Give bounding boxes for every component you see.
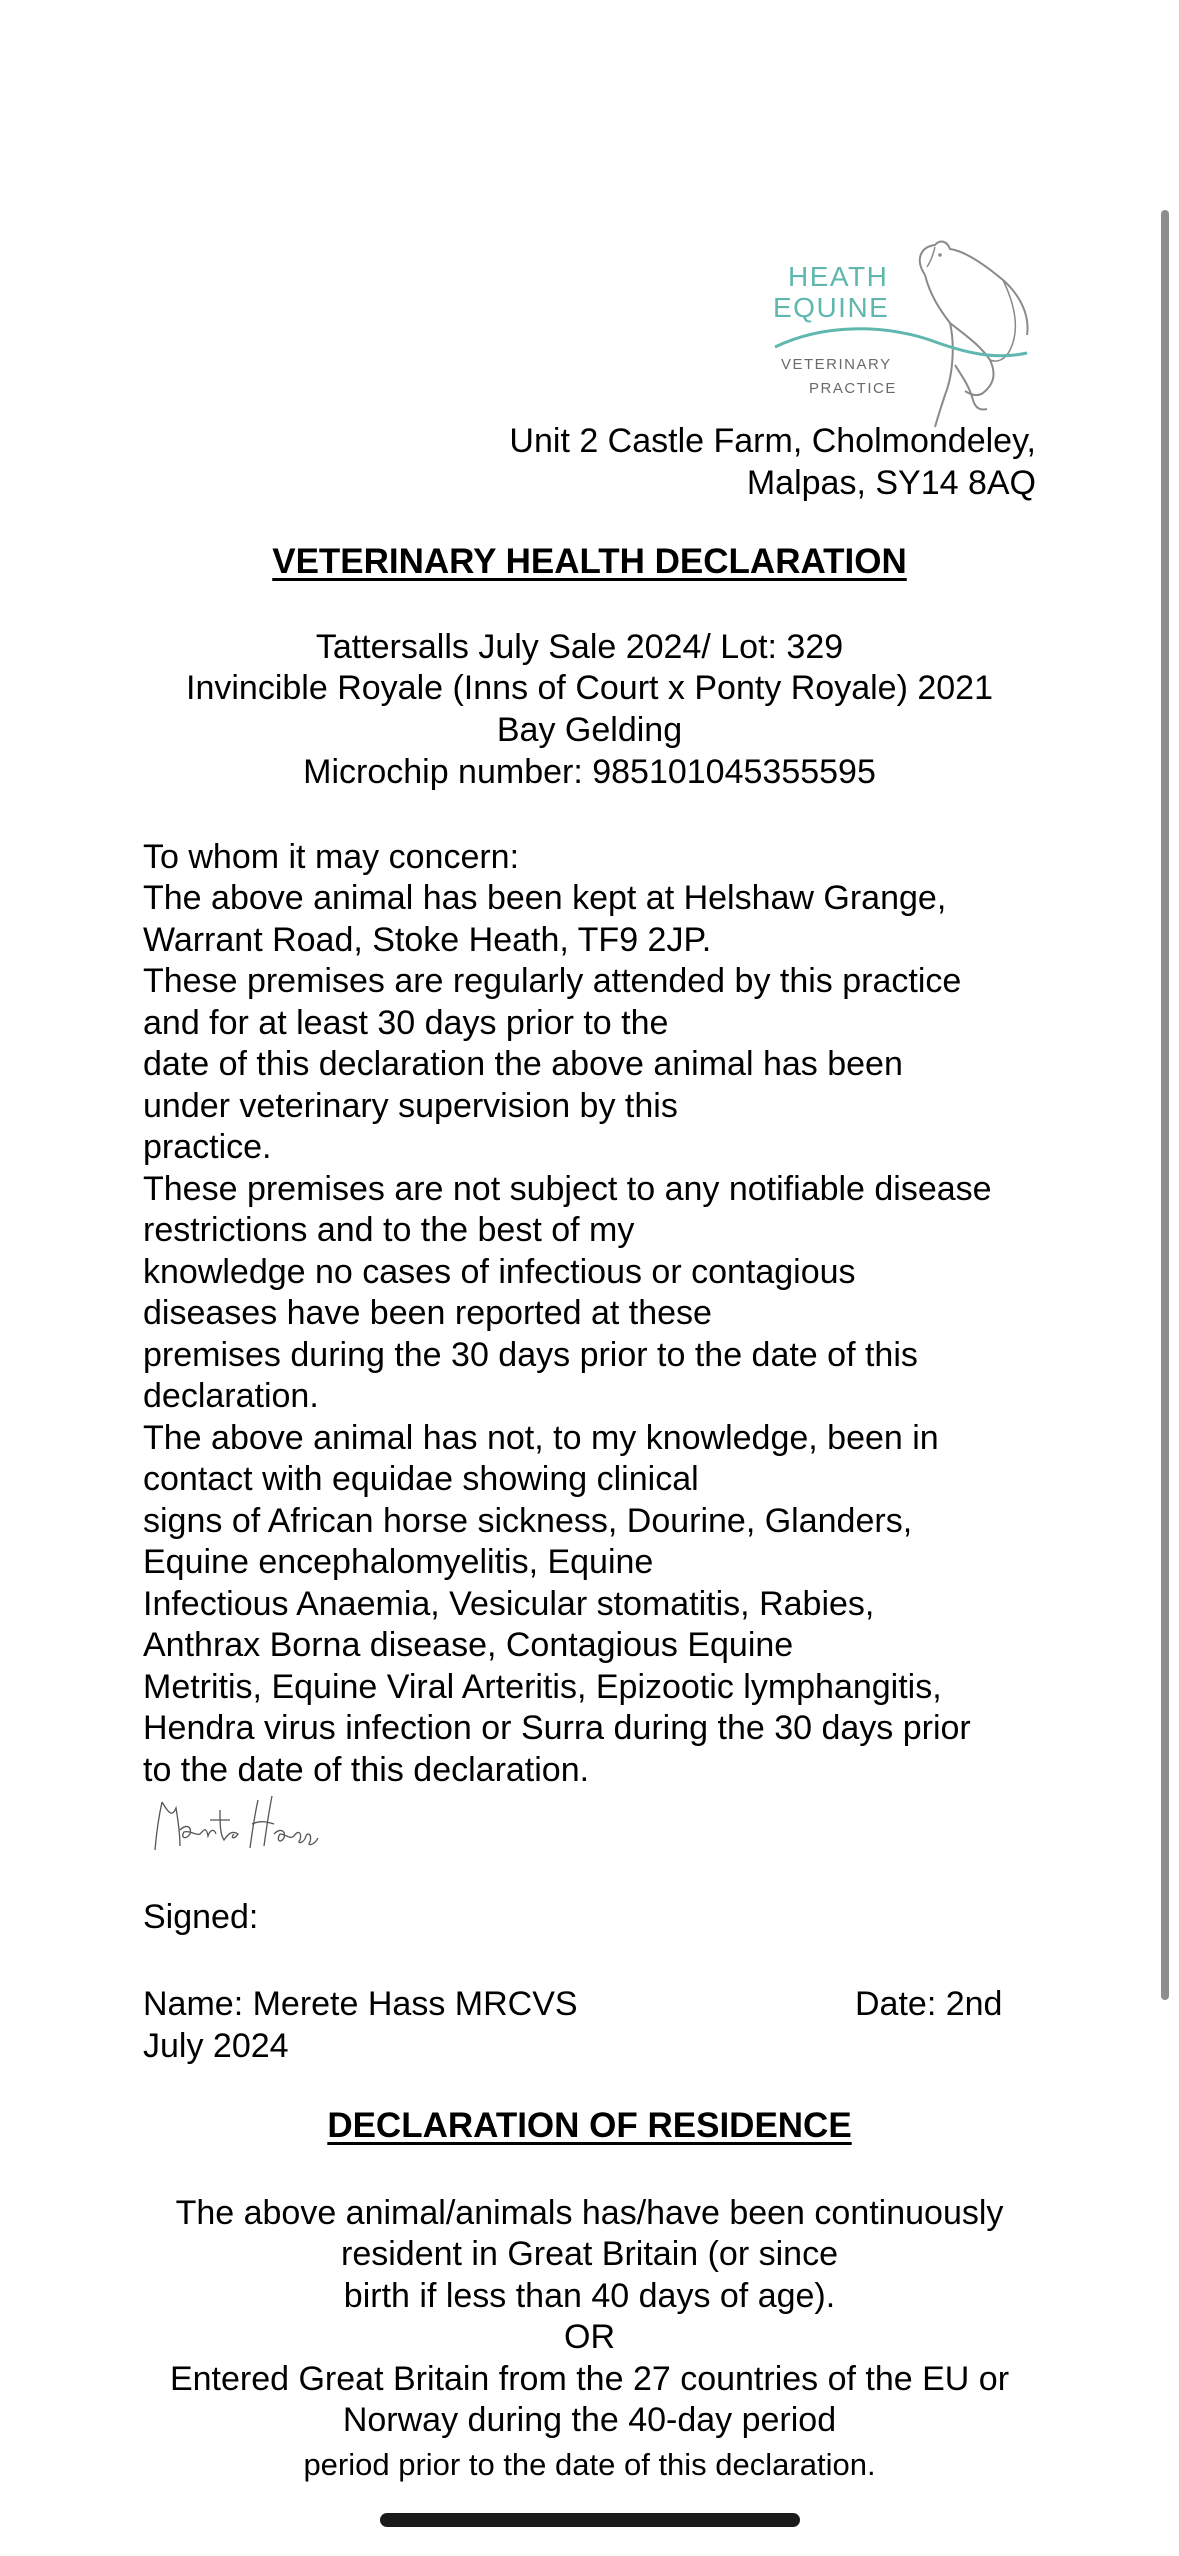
signature-image (150, 1790, 340, 1860)
body-line: knowledge no cases of infectious or contagious (143, 1253, 856, 1291)
body-line: Hendra virus infection or Surra during the 30 days prior (143, 1709, 971, 1747)
body-line: The above animal has been kept at Helshaw Grange, (143, 879, 947, 917)
body-line: and for at least 30 days prior to the (143, 1004, 669, 1042)
residence-line: resident in Great Britain (or since (341, 2235, 838, 2273)
body-line: Metritis, Equine Viral Arteritis, Epizootic lymphangitis, (143, 1668, 942, 1706)
body-line: date of this declaration the above animal has been (143, 1045, 903, 1083)
horse-name: Invincible Royale (Inns of Court x Ponty Royale) 2021 (186, 669, 993, 707)
logo-practice-text: PRACTICE (809, 380, 897, 397)
date-part-2: July 2024 (143, 2027, 289, 2065)
microchip-number: Microchip number: 985101045355595 (303, 753, 876, 791)
signed-label: Signed: (143, 1898, 259, 1936)
residence-line: Norway during the 40-day period (342, 2401, 837, 2439)
residence-or: OR (564, 2318, 615, 2356)
address-line-1: Unit 2 Castle Farm, Cholmondeley, (509, 422, 1036, 460)
body-line: declaration. (143, 1377, 319, 1415)
date-part-1: Date: 2nd (855, 1985, 1003, 2023)
logo-veterinary-text: VETERINARY (781, 356, 892, 373)
body-line: To whom it may concern: (143, 838, 520, 876)
health-declaration-title: VETERINARY HEALTH DECLARATION (272, 542, 907, 581)
body-line: practice. (143, 1128, 272, 1166)
body-line: Infectious Anaemia, Vesicular stomatitis, Rabies, (143, 1585, 875, 1623)
body-line: to the date of this declaration. (143, 1751, 590, 1789)
body-line: signs of African horse sickness, Dourine, Glanders, (143, 1502, 913, 1540)
practice-logo (765, 235, 1035, 430)
body-line: Equine encephalomyelitis, Equine (143, 1543, 654, 1581)
body-line: premises during the 30 days prior to the date of this (143, 1336, 918, 1374)
home-indicator[interactable] (380, 2513, 800, 2527)
residence-line: Entered Great Britain from the 27 countries of the EU or (169, 2360, 1010, 2398)
body-line: Anthrax Borna disease, Contagious Equine (143, 1626, 794, 1664)
residence-line: The above animal/animals has/have been continuously (175, 2194, 1004, 2232)
body-line: These premises are regularly attended by this practice (143, 962, 962, 1000)
body-line: The above animal has not, to my knowledge, been in (143, 1419, 939, 1457)
residence-declaration-title: DECLARATION OF RESIDENCE (327, 2106, 852, 2145)
scrollbar[interactable] (1161, 210, 1169, 2000)
body-line: under veterinary supervision by this (143, 1087, 678, 1125)
residence-line: period prior to the date of this declaration. (303, 2447, 876, 2482)
residence-line: birth if less than 40 days of age). (343, 2277, 836, 2315)
body-line: contact with equidae showing clinical (143, 1460, 699, 1498)
body-line: restrictions and to the best of my (143, 1211, 635, 1249)
address-line-2: Malpas, SY14 8AQ (746, 464, 1036, 502)
logo-heath-text: HEATH (788, 261, 889, 292)
body-line: Warrant Road, Stoke Heath, TF9 2JP. (143, 921, 712, 959)
logo-equine-text: EQUINE (773, 292, 890, 323)
sale-lot: Tattersalls July Sale 2024/ Lot: 329 (315, 628, 844, 666)
body-line: diseases have been reported at these (143, 1294, 712, 1332)
horse-description: Bay Gelding (496, 711, 683, 749)
vet-name: Name: Merete Hass MRCVS (143, 1985, 578, 2023)
body-line: These premises are not subject to any notifiable disease (143, 1170, 992, 1208)
